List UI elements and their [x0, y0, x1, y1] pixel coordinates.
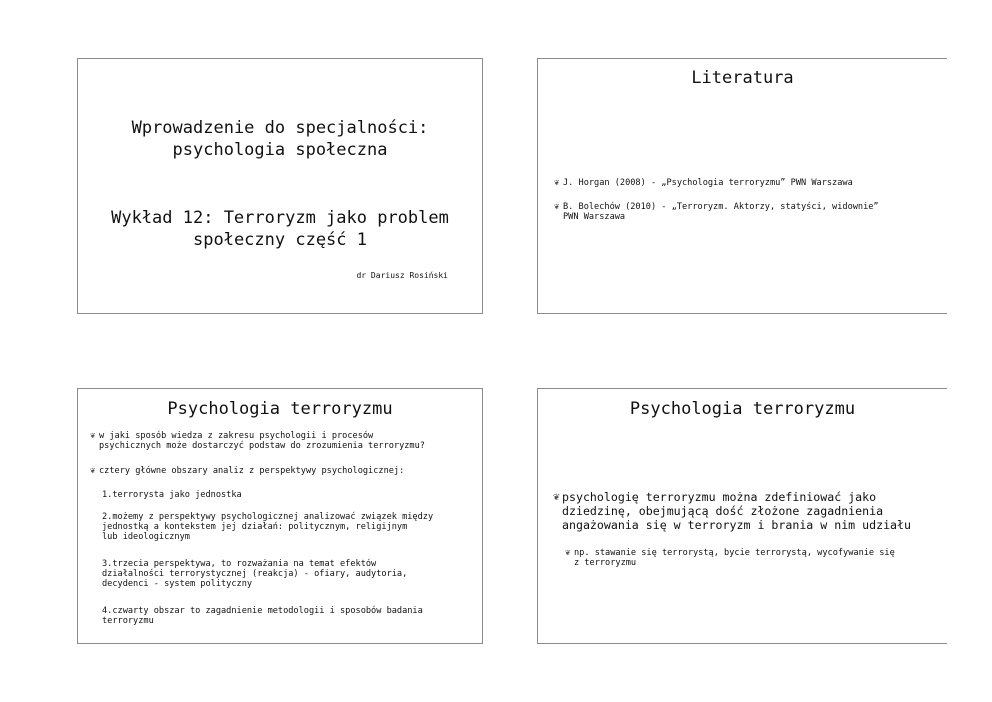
sub-bullet-item — [565, 548, 945, 568]
feather-bullet-icon: ❦ — [90, 431, 96, 441]
slide-1 — [77, 58, 483, 314]
feather-bullet-icon: ❦ — [554, 202, 560, 212]
slide-3-title: Psychologia terroryzmu — [167, 399, 393, 419]
sub-bullet-item-text: np. stawanie się terrorystą, bycie terrorystą, wycofywanie się z terroryzmu — [574, 548, 895, 568]
slide-4-title: Psychologia terroryzmu — [629, 399, 856, 419]
feather-bullet-icon: ❦ — [90, 466, 96, 476]
literature-item-text: J. Horgan (2008) - „Psychologia terroryzmu” PWN Warszawa — [563, 178, 853, 188]
literature-item — [554, 178, 939, 188]
slide-1-subtitle: Wykład 12: Terroryzm jako problem społeczny część 1 — [111, 208, 449, 250]
literature-item — [554, 202, 939, 222]
slide-2-title: Literatura — [691, 68, 794, 88]
numbered-item: 4.czwarty obszar to zagadnienie metodologii i sposobów badania terroryzmu — [102, 606, 423, 626]
bullet-item-text: psychologię terroryzmu można zdefiniować jako dziedzinę, obejmującą dość złożone zagadnienia angażowania się w terroryzm i brania w nim udziału — [562, 490, 912, 532]
slide-1-author: dr Dariusz Rosiński — [356, 271, 448, 280]
slide-2 — [537, 58, 947, 314]
numbered-item: 3.trzecia perspektywa, to rozważania na temat efektów działalności terrorystycznej (reakcja) - ofiary, audytoria, decydenci - system polityczny — [102, 559, 408, 589]
slide-1-title: Wprowadzenie do specjalności: psychologia społeczna — [131, 118, 429, 160]
feather-bullet-icon: ❦ — [554, 178, 560, 188]
numbered-item: 2.możemy z perspektywy psychologicznej analizować związek między jednostką a kontekstem jej działań: politycznym, religijnym lub ideologicznym — [102, 512, 434, 542]
bullet-item — [90, 466, 480, 476]
bullet-item — [90, 431, 480, 451]
bullet-item-text: w jaki sposób wiedza z zakresu psychologii i procesów psychicznych może dostarczyć podstaw do zrozumienia terroryzmu? — [99, 431, 425, 451]
numbered-item: 1.terrorysta jako jednostka — [102, 490, 242, 500]
bullet-item — [553, 490, 943, 532]
literature-item-text: B. Bolechów (2010) - „Terroryzm. Aktorzy, statyści, widownie” PWN Warszawa — [563, 202, 879, 222]
feather-bullet-icon: ❦ — [565, 548, 571, 558]
slide-3 — [77, 388, 483, 644]
feather-bullet-icon: ❦ — [553, 490, 560, 503]
slide-4 — [537, 388, 947, 644]
bullet-item-text: cztery główne obszary analiz z perspektywy psychologicznej: — [99, 466, 405, 476]
